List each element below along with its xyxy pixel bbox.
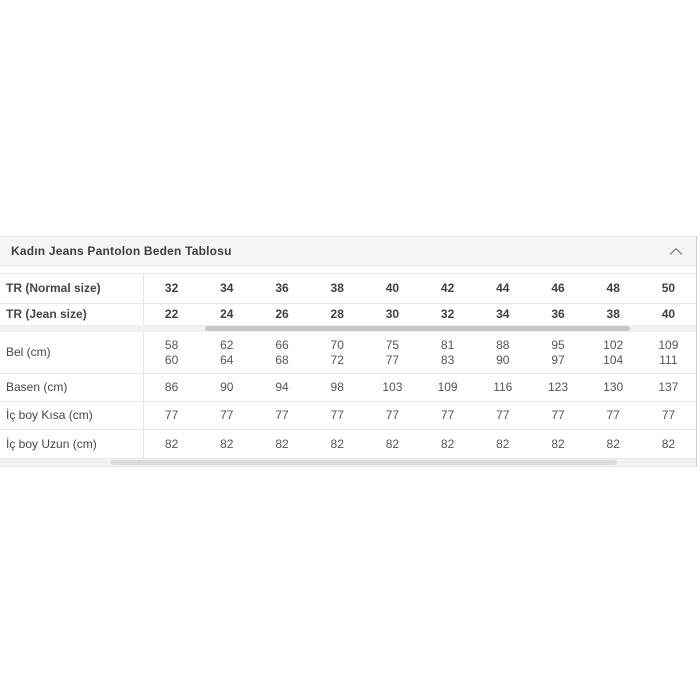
size-table-widget (0, 236, 697, 467)
size-value-cell: 81 83 (440, 337, 455, 367)
size-value-cell: 102 104 (603, 337, 624, 367)
size-value-cell: 24 (220, 307, 234, 321)
size-value-cell: 34 (496, 307, 510, 321)
size-value-cell: 38 (330, 281, 344, 295)
table-row (0, 402, 696, 430)
row-label: TR (Normal size) (0, 274, 144, 303)
size-value-cell: 82 (496, 436, 510, 451)
size-value-cell: 26 (275, 307, 289, 321)
size-value-cell: 77 (606, 408, 620, 422)
size-value-cell: 82 (661, 436, 676, 451)
size-value-cell: 109 (437, 380, 458, 394)
size-value-cell: 77 (661, 408, 676, 422)
size-value-cell: 94 (275, 380, 289, 394)
size-value-cell: 123 (547, 380, 568, 394)
horizontal-scrollbar[interactable] (0, 325, 696, 332)
size-value-cell: 36 (275, 281, 289, 295)
table-row (0, 274, 696, 304)
size-value-cell: 28 (330, 307, 344, 321)
row-label: Bel (cm) (0, 332, 144, 373)
size-value-cell: 44 (496, 281, 510, 295)
size-value-cell: 77 (164, 408, 179, 422)
size-value-cell: 77 (330, 408, 344, 422)
chevron-up-icon[interactable] (669, 247, 683, 256)
size-value-cell: 116 (493, 380, 513, 394)
size-value-cell: 34 (220, 281, 234, 295)
table-row (0, 304, 696, 325)
size-value-cell: 82 (275, 436, 289, 451)
size-value-cell: 48 (606, 281, 620, 295)
accordion-gap (0, 266, 696, 273)
scrollbar-thumb[interactable] (110, 460, 617, 465)
size-value-cell: 82 (220, 436, 234, 451)
size-value-cell: 32 (440, 307, 455, 321)
measurement-rows (0, 332, 696, 459)
size-value-cell: 130 (603, 380, 624, 394)
size-value-cell: 109 111 (658, 337, 679, 367)
size-value-cell: 62 64 (220, 337, 234, 367)
size-value-cell: 42 (440, 281, 455, 295)
size-value-cell: 82 (440, 436, 455, 451)
size-value-cell: 88 90 (496, 337, 510, 367)
size-value-cell: 30 (385, 307, 400, 321)
size-value-cell: 77 (220, 408, 234, 422)
size-value-cell: 82 (551, 436, 565, 451)
size-value-cell: 77 (496, 408, 510, 422)
row-label: Basen (cm) (0, 374, 144, 401)
table-row (0, 332, 696, 374)
size-value-cell: 46 (551, 281, 565, 295)
size-value-cell: 22 (164, 307, 179, 321)
size-value-cell: 77 (385, 408, 400, 422)
horizontal-scrollbar[interactable] (0, 459, 696, 467)
size-value-cell: 82 (330, 436, 344, 451)
size-value-cell: 40 (661, 307, 676, 321)
size-value-cell: 86 (164, 380, 179, 394)
size-value-cell: 70 72 (330, 337, 344, 367)
size-value-cell: 82 (606, 436, 620, 451)
row-label: TR (Jean size) (0, 304, 144, 325)
size-table-body-section (0, 332, 696, 467)
scrollbar-thumb[interactable] (205, 326, 630, 331)
accordion-title: Kadın Jeans Pantolon Beden Tablosu (11, 244, 232, 258)
size-value-cell: 103 (382, 380, 403, 394)
size-value-cell: 137 (658, 380, 679, 394)
size-value-cell: 66 68 (275, 337, 289, 367)
row-label: İç boy Kısa (cm) (0, 402, 144, 429)
size-value-cell: 36 (551, 307, 565, 321)
size-header-rows (0, 274, 696, 325)
size-table-header-section (0, 273, 696, 332)
size-value-cell: 50 (661, 281, 676, 295)
row-label: İç boy Uzun (cm) (0, 430, 144, 458)
size-value-cell: 38 (606, 307, 620, 321)
size-value-cell: 90 (220, 380, 234, 394)
table-row (0, 374, 696, 402)
size-value-cell: 58 60 (164, 337, 179, 367)
size-value-cell: 77 (551, 408, 565, 422)
size-value-cell: 40 (385, 281, 400, 295)
size-value-cell: 77 (440, 408, 455, 422)
size-value-cell: 82 (164, 436, 179, 451)
size-value-cell: 77 (275, 408, 289, 422)
size-table-accordion-header[interactable] (0, 236, 696, 266)
size-value-cell: 98 (330, 380, 344, 394)
size-value-cell: 32 (164, 281, 179, 295)
table-row (0, 430, 696, 459)
size-value-cell: 75 77 (385, 337, 400, 367)
size-value-cell: 82 (385, 436, 400, 451)
size-value-cell: 95 97 (551, 337, 565, 367)
